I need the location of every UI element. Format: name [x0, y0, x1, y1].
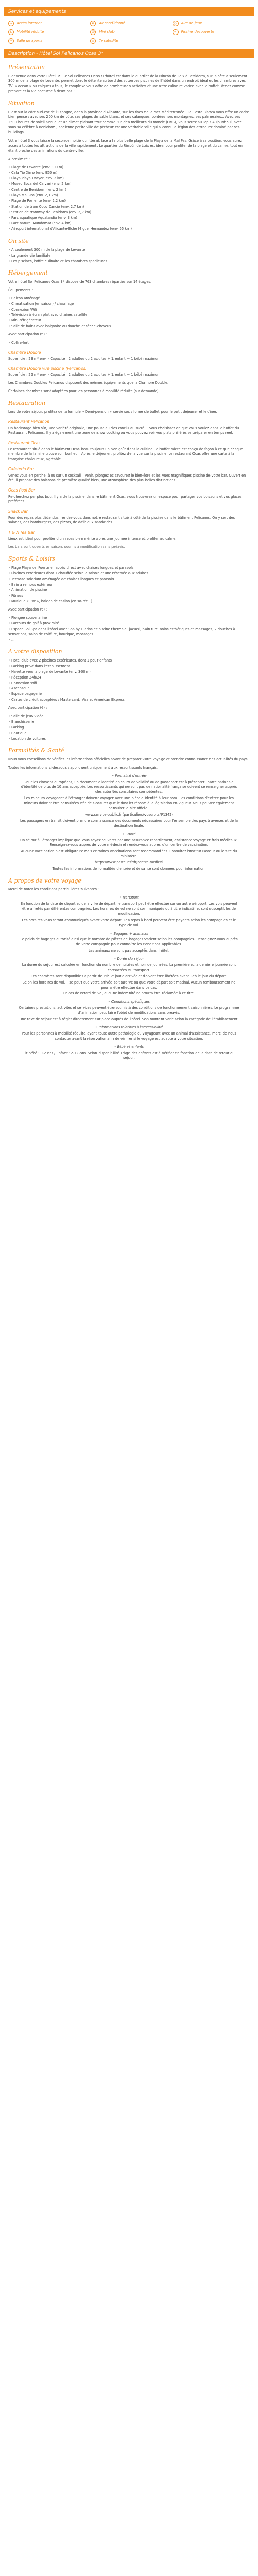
entry-formality-text-2: Les mineurs voyageant à l'étranger doivent voyager avec une pièce d'identité à leur nom. Les conditions d'entrée pour les mineurs doivent être consultées afin de s'assurer que le dossier répond à la législation en vigueur. Vous pouvez également consulter le site officiel.	[24, 796, 234, 811]
apropos-title: A propos de votre voyage	[8, 877, 82, 884]
list-item: • ...	[8, 638, 250, 643]
bars-note: Les bars sont ouverts en saison, soumis à modification sans préavis.	[8, 545, 125, 549]
list-item: • Parking	[8, 725, 250, 731]
description-header: Description - Hôtel Sol Pelicanos Ocas 3*	[4, 49, 254, 58]
list-item: • Navette vers la plage de Levante (env. 300 m)	[8, 670, 250, 675]
services-header: Services et equipements	[4, 7, 254, 16]
cafeteria-bar-text: Venez vous en perche là ou sur un cocktail ! Venir, plongez et savourez le bien-être et les vues magnifiques piscine de votre bar. Ouvert en été, il propose des boissons de première qualité bien, une atmosphère des plus belles distinctions.	[8, 473, 246, 483]
transport-head: • Transport	[8, 895, 250, 901]
health-text: Un séjour à l'étranger implique que vous soyez couverts par une assurance rapatriement, assistance voyage et frais médicaux. Renseignez-vous auprès de votre médecin et rendez-vous auprès d'un centre de vaccination.	[20, 838, 238, 848]
baggage-text: Le poids de bagages autorisé ainsi que le nombre de pièces de bagages varient selon les compagnies. Renseignez-vous auprès de votre compagnie pour connaître les conditions applicables.	[20, 937, 238, 947]
service-accessibility: ♿ Mobilité réduite	[8, 29, 85, 35]
kids-club-icon: ☺	[90, 29, 96, 35]
extra-text-2: Une taxe de séjour est à régler directement sur place auprès de l'hôtel. Son montant varie selon la catégorie de l'établissement.	[19, 1017, 239, 1022]
list-item: • Connexion Wifi	[8, 681, 250, 686]
list-item: • Station de tramway de Benidorm (env. 2,7 km)	[8, 210, 250, 215]
wheelchair-icon: ♿	[8, 29, 14, 35]
list-item: • Boutique	[8, 731, 250, 736]
formalites-text-2: Toutes les informations ci-dessous s'appliquent uniquement aux ressortissants français.	[8, 765, 158, 770]
list-item: • Espace bagagerie	[8, 692, 250, 697]
distances-intro: A proximité :	[8, 157, 30, 161]
transport-section	[8, 895, 250, 928]
snowflake-icon: ❄	[90, 21, 96, 26]
list-item: • Location de voitures	[8, 737, 250, 742]
extra-text: Certaines prestations, activités et services peuvent être soumis à des conditions de fonctionnement saisonnières. Le programme d'animation peut faire l'objet de modifications sans préavis.	[19, 1006, 239, 1015]
onsite-list	[8, 248, 250, 264]
distances-list	[8, 165, 250, 232]
avotre-title: A votre disposition	[8, 648, 62, 655]
list-item: • Playa Mal Pas (env. 2,1 km)	[8, 193, 250, 198]
presentation-text: Bienvenue dans votre Hôtel 3* : le Sol Pelicanos Ocas ! L'hôtel est dans le quartier de la Rincón de Loix à Benidorm, sur la côte à seulement 300 m de la plage de Levante, permet donc le détente au bord des superbes piscines de l'hôtel dans un endroit idéal et les chambres avec TV, « ocean » ou calques à tous, le complexe vous offre de nombreuses activités et une offre culinaire variée avec le buffet. Venez comme prendre et la vie nocturne à deux pas !	[8, 74, 248, 94]
list-item: • Climatisation (en saison) / chauffage	[8, 302, 250, 307]
list-item: • Plage de Poniente (env. 2,2 km)	[8, 199, 250, 204]
health-formality	[8, 832, 250, 872]
list-item: • A seulement 300 m de la plage de Levante	[8, 248, 250, 253]
list-item: • Blanchisserie	[8, 720, 250, 725]
stay-text-2: Les chambres sont disponibles à partir de 15h le jour d'arrivée et doivent être libérées avant 12h le jour du départ.	[30, 974, 228, 978]
room-note: Les Chambres Doubles Pelicanos disposent des mêmes équipements que la Chambre Double.	[8, 381, 169, 385]
list-item: • Bain à remous extérieur	[8, 583, 250, 588]
entry-formality	[8, 774, 250, 829]
list-item: • Les piscines, l'offre culinaire et les chambres spacieuses	[8, 259, 250, 264]
list-item: • Station de tram Coco Cancio (env. 2,7 km)	[8, 205, 250, 210]
restauration-title: Restauration	[8, 399, 45, 406]
wifi-icon: ⌁	[8, 21, 14, 26]
presentation-title: Présentation	[8, 64, 45, 71]
room-pool-text: Superficie : 22 m² env. - Capacité : 2 adultes ou 2 adultes + 1 enfant + 1 bébé maximum	[8, 372, 161, 377]
entry-formality-text-4: Les passagers en transit doivent prendre connaissance des documents nécessaires pour l'ensemble des pays traversés et de la destination finale.	[20, 818, 238, 828]
pool-icon: ≈	[173, 29, 179, 35]
service-playground: ◌ Aire de jeux	[173, 21, 250, 26]
accessibility-section	[8, 1025, 250, 1042]
list-item: • Salle de bains avec baignoire ou douche et sèche-cheveux	[8, 324, 250, 329]
playground-icon: ◌	[173, 21, 179, 26]
situation-text-2: Votre hôtel 3 vous laisse la seconde moitié du littéral, face à la plus belle plage de la Playa de la Mal Pas. Grâce à sa position, vous aurez accès à toutes les attractions de la ville rapidement. Le quartier du Rincón de Loix est idéal pour profiter de la plage et du calme, tout en étant proche des animations du centre-ville.	[8, 139, 243, 153]
list-item: • Connexion Wifi	[8, 308, 250, 313]
list-item: • Mini-réfrigérateur	[8, 318, 250, 324]
list-item: • Playa Playa (Mayor, env. 2 km)	[8, 176, 250, 181]
fitness-icon: ⚲	[8, 38, 14, 44]
onsite-title: On site	[8, 238, 29, 245]
formalites-text-1: Nous vous conseillons de vérifier les informations officielles avant de préparer votre voyage et prendre connaissance des actualités du pays.	[8, 757, 249, 761]
tea-bar-text: Lieux est idéal pour profiter d'un repas bien mérité après une journée intense et profiter au calme.	[8, 536, 177, 541]
sports-paid-intro: Avec participation (€) :	[8, 607, 47, 612]
restauration-text: Lors de votre séjour, profitez de la formule « Demi-pension » servie sous forme de buffet pour le petit déjeuner et le dîner.	[8, 410, 217, 414]
accessibility-text: Pour les personnes à mobilité réduite, ayant toute autre pathologie ou voyageant avec un animal d'assistance, merci de nous contacter avant la réservation afin de vérifier si le voyage est adapté à votre situation.	[22, 1031, 236, 1041]
entry-formality-head: • Formalité d'entrée	[8, 774, 250, 779]
pool-bar-text: Re-cherchez par plus bou. Il y a de la piscine, dans le bâtiment Ocas, vous trouverez un espace pour partager vos boissons et vos glaces préférées.	[8, 494, 242, 504]
list-item: • Animation de piscine	[8, 588, 250, 593]
list-item: • La grande vie familiale	[8, 253, 250, 259]
avotre-paid-list	[8, 714, 250, 741]
list-item: • Balcon aménagé	[8, 296, 250, 301]
list-item: • Réception 24h/24	[8, 675, 250, 681]
avotre-list	[8, 658, 250, 703]
entry-formality-text: Pour les citoyens européens, un document d'identité en cours de validité ou de passeport est à présenter : carte nationale d'identité de plus de 10 ans acceptée. Les ressortissants qui ne sont pas de nationalité française doivent se renseigner auprès des autorités consulaires compétentes.	[21, 779, 237, 794]
room-double-title: Chambre Double	[8, 350, 41, 355]
room-pool-title: Chambre Double vue piscine (Pelicanos)	[8, 366, 87, 371]
transport-text-2: Les horaires vous seront communiqués avant votre départ. Les repas à bord peuvent être payants selon les compagnies et le type de vol.	[22, 918, 236, 927]
list-item: • Museo Boca del Calvari (env. 2 km)	[8, 182, 250, 187]
snack-bar-title: Snack Bar	[8, 509, 28, 514]
list-item: • Musique « live », balcon de casino (en soirée...)	[8, 599, 250, 604]
baggage-head: • Bagages + animaux	[8, 931, 250, 937]
stay-text: La durée du séjour est calculée en fonction du nombre de nuitées et non de journées. La première et la dernière journée sont consacrées au transport.	[22, 963, 236, 972]
service-fitness: ⚲ Salle de sports	[8, 38, 85, 44]
list-item: • Parcours de golf à proximité	[8, 621, 250, 626]
list-item: • Salle de jeux vidéo	[8, 714, 250, 719]
restaurant-ocas-title: Restaurant Ocas	[8, 440, 41, 446]
list-item: • Fitness	[8, 594, 250, 599]
transport-text: En fonction de la date de départ et de la ville de départ, le transport peut être effectué sur un autre aéroport. Les vols peuvent être affrétés par différentes compagnies. Les horaires de vol ne sont communiqués qu'à titre indicatif et sont susceptibles de modification.	[20, 902, 238, 916]
hebergement-title: Hébergement	[8, 269, 48, 277]
health-head: • Santé	[8, 832, 250, 837]
list-item: • Centre de Benidorm (env. 2 km)	[8, 188, 250, 193]
services-grid	[4, 20, 254, 46]
formalites-title: Formalités & Santé	[8, 747, 64, 754]
situation-title: Situation	[8, 100, 35, 107]
pool-bar-title: Ocas Pool Bar	[8, 488, 35, 493]
room-double-text: Superficie : 23 m² env. - Capacité : 2 adultes ou 2 adultes + 1 enfant + 1 bébé maximum	[8, 357, 161, 361]
stay-section	[8, 957, 250, 996]
service-mini-club: ☺ Mini club	[90, 29, 167, 35]
health-link[interactable]: https://www.pasteur.fr/fr/centre-medical	[95, 860, 163, 865]
stay-head: • Durée du séjour	[8, 957, 250, 962]
equipment-intro: Équipements :	[8, 287, 33, 292]
list-item: • Parc aquatique Aqualandia (env. 3 km)	[8, 216, 250, 221]
paid-equipment-intro: Avec participation (€) :	[8, 332, 47, 337]
list-item: • Parc naturel Mundomar (env. 4 km)	[8, 221, 250, 226]
snack-bar-text: Pour des repas plus détendus, rendez-vous dans notre restaurant situé à côté de la piscine dans le bâtiment Pelicanos. On y sert des salades, des hamburgers, des pizzas, de délicieux sandwichs.	[8, 515, 235, 525]
service-internet: ⌁ Accès internet	[8, 21, 85, 26]
room-note-2: Certaines chambres sont adaptées pour les personnes à mobilité réduite (sur demande).	[8, 389, 160, 394]
health-text-4: Toutes les informations de formalités d'entrée et de santé sont données pour information.	[52, 866, 206, 871]
list-item: • Ascenseur	[8, 686, 250, 691]
tea-bar-title: T & A Tea Bar	[8, 530, 35, 535]
avotre-paid-intro: Avec participation (€) :	[8, 706, 47, 710]
list-item: • Télévision à écran plat avec chaînes satellite	[8, 313, 250, 318]
restaurant-pelicanos-text: Un backstage bien sûr, Une variété originale, Une pause au dos conclu au sucré... Vous choisissez ce que vous voulez dans le buffet du Restaurant Pelicanos. Il y a également une zone de show cooking où vous pouvez voir vos plats préférés se préparer en temps réel.	[8, 426, 239, 435]
entry-formality-link[interactable]: www.service-public.fr (particuliers/vosdroits/F1342)	[85, 812, 173, 817]
extra-section	[8, 999, 250, 1022]
equipment-list	[8, 296, 250, 329]
list-item: • Coffre-fort	[8, 341, 250, 346]
list-item: • Hotel club avec 2 piscines extérieures, dont 1 pour enfants	[8, 658, 250, 664]
sports-list	[8, 566, 250, 604]
service-aircon: ❄ Air conditionné	[90, 21, 167, 26]
apropos-intro: Merci de noter les conditions particulières suivantes :	[8, 887, 100, 892]
sports-paid-list	[8, 616, 250, 642]
list-item: • Espace Sol Spa dans l'hôtel avec Spa by Clarins et piscine thermale, jacuzzi, bain turc, soins esthétiques et massages, 2 douches à sensations, salon de coiffure, boutique, massages	[8, 627, 250, 637]
health-text-2: Aucune vaccination n'est obligatoire mais certaines vaccinations sont recommandées. Consultez l'Institut Pasteur ou le site du ministère.	[21, 849, 237, 859]
list-item: • Cala Tio Ximo (env. 950 m)	[8, 171, 250, 176]
list-item: • Plongée sous-marine	[8, 616, 250, 621]
baggage-section	[8, 931, 250, 954]
stay-text-4: En cas de retard de vol, aucune indemnité ne pourra être réclamée à ce titre.	[62, 991, 196, 996]
list-item: • Plage Playa del Fuerte en accès direct avec chaises longues et parasols	[8, 566, 250, 571]
list-item: • Aéroport international d'Alicante-Elche Miguel Hernández (env. 55 km)	[8, 227, 250, 232]
extra-head: • Conditions spécifiques	[8, 999, 250, 1005]
service-tv: ▭ Tv satellite	[90, 38, 167, 44]
list-item: • Parking privé dans l'établissement	[8, 664, 250, 669]
hebergement-text: Votre hôtel Sol Pelicanos Ocas 3* dispose de 763 chambres réparties sur 14 étages.	[8, 279, 151, 284]
list-item: • Terrasse solarium aménagée de chaises longues et parasols	[8, 577, 250, 582]
sports-title: Sports & Loisirs	[8, 555, 55, 563]
restaurant-pelicanos-title: Restaurant Pelicanos	[8, 419, 50, 425]
kids-text: Lit bébé : 0-2 ans / Enfant : 2-12 ans. Selon disponibilité. L'âge des enfants est à vérifier en fonction de la date de retour du séjour.	[23, 1050, 235, 1060]
situation-text-1: C'est sur la côte sud-est de l'Espagne, dans la province d'Alicante, sur les rives de la mer Méditerranée ! La Costa Blanca vous offre un cadre bien pensé ; avec ses 200 km de côte, ses plages de sable blanc, et ses calanques, bordées, ses montagnes, ses palmeraies... Avec ses 2500 heures de soleil annuel et un climat plaisant tout comme l'un des meilleurs du monde (OMS), vous serez au Top ! Aujourd'hui, avec sous sa célèbre à Benidorm ; ancienne petite ville de pêcheur est une véritable ville qui a connu la légion des attraquer dominé par ses buildings.	[8, 110, 249, 135]
restaurant-ocas-text: Le restaurant situé dans le bâtiment Ocas beau toujours un bon goût dans la cuisine. Le buffet mixte est conçu de façon à ce que chaque membre de la famille trouve son bonheur. Après le déjeuner, profitez de la vue sur la piscine. Le restaurant Ocas offre une carte à la française chaleureux, agréable.	[8, 447, 244, 462]
accessibility-head: • Informations relatives à l'accessibilité	[8, 1025, 250, 1030]
kids-section	[8, 1045, 250, 1061]
list-item: • Cartes de crédit acceptées : Mastercard, Visa et American Express	[8, 698, 250, 703]
service-pool: ≈ Piscine découverte	[173, 29, 250, 35]
paid-equipment-list	[8, 341, 250, 346]
kids-head: • Bébé et enfants	[8, 1045, 250, 1050]
list-item: • Plage de Levante (env. 300 m)	[8, 165, 250, 171]
page	[4, 0, 254, 1069]
list-item: • Piscines extérieures dont 1 chauffée selon la saison et une réservée aux adultes	[8, 571, 250, 577]
tv-icon: ▭	[90, 38, 96, 44]
stay-text-3: Selon les horaires de vol, il se peut que votre arrivée soit tardive ou que votre départ soit matinal. Aucun remboursement ne pourra être effectué dans ce cas.	[22, 980, 236, 990]
cafeteria-bar-title: Cafeteria Bar	[8, 467, 34, 472]
baggage-text-2: Les animaux ne sont pas acceptés dans l'hôtel.	[88, 948, 170, 953]
